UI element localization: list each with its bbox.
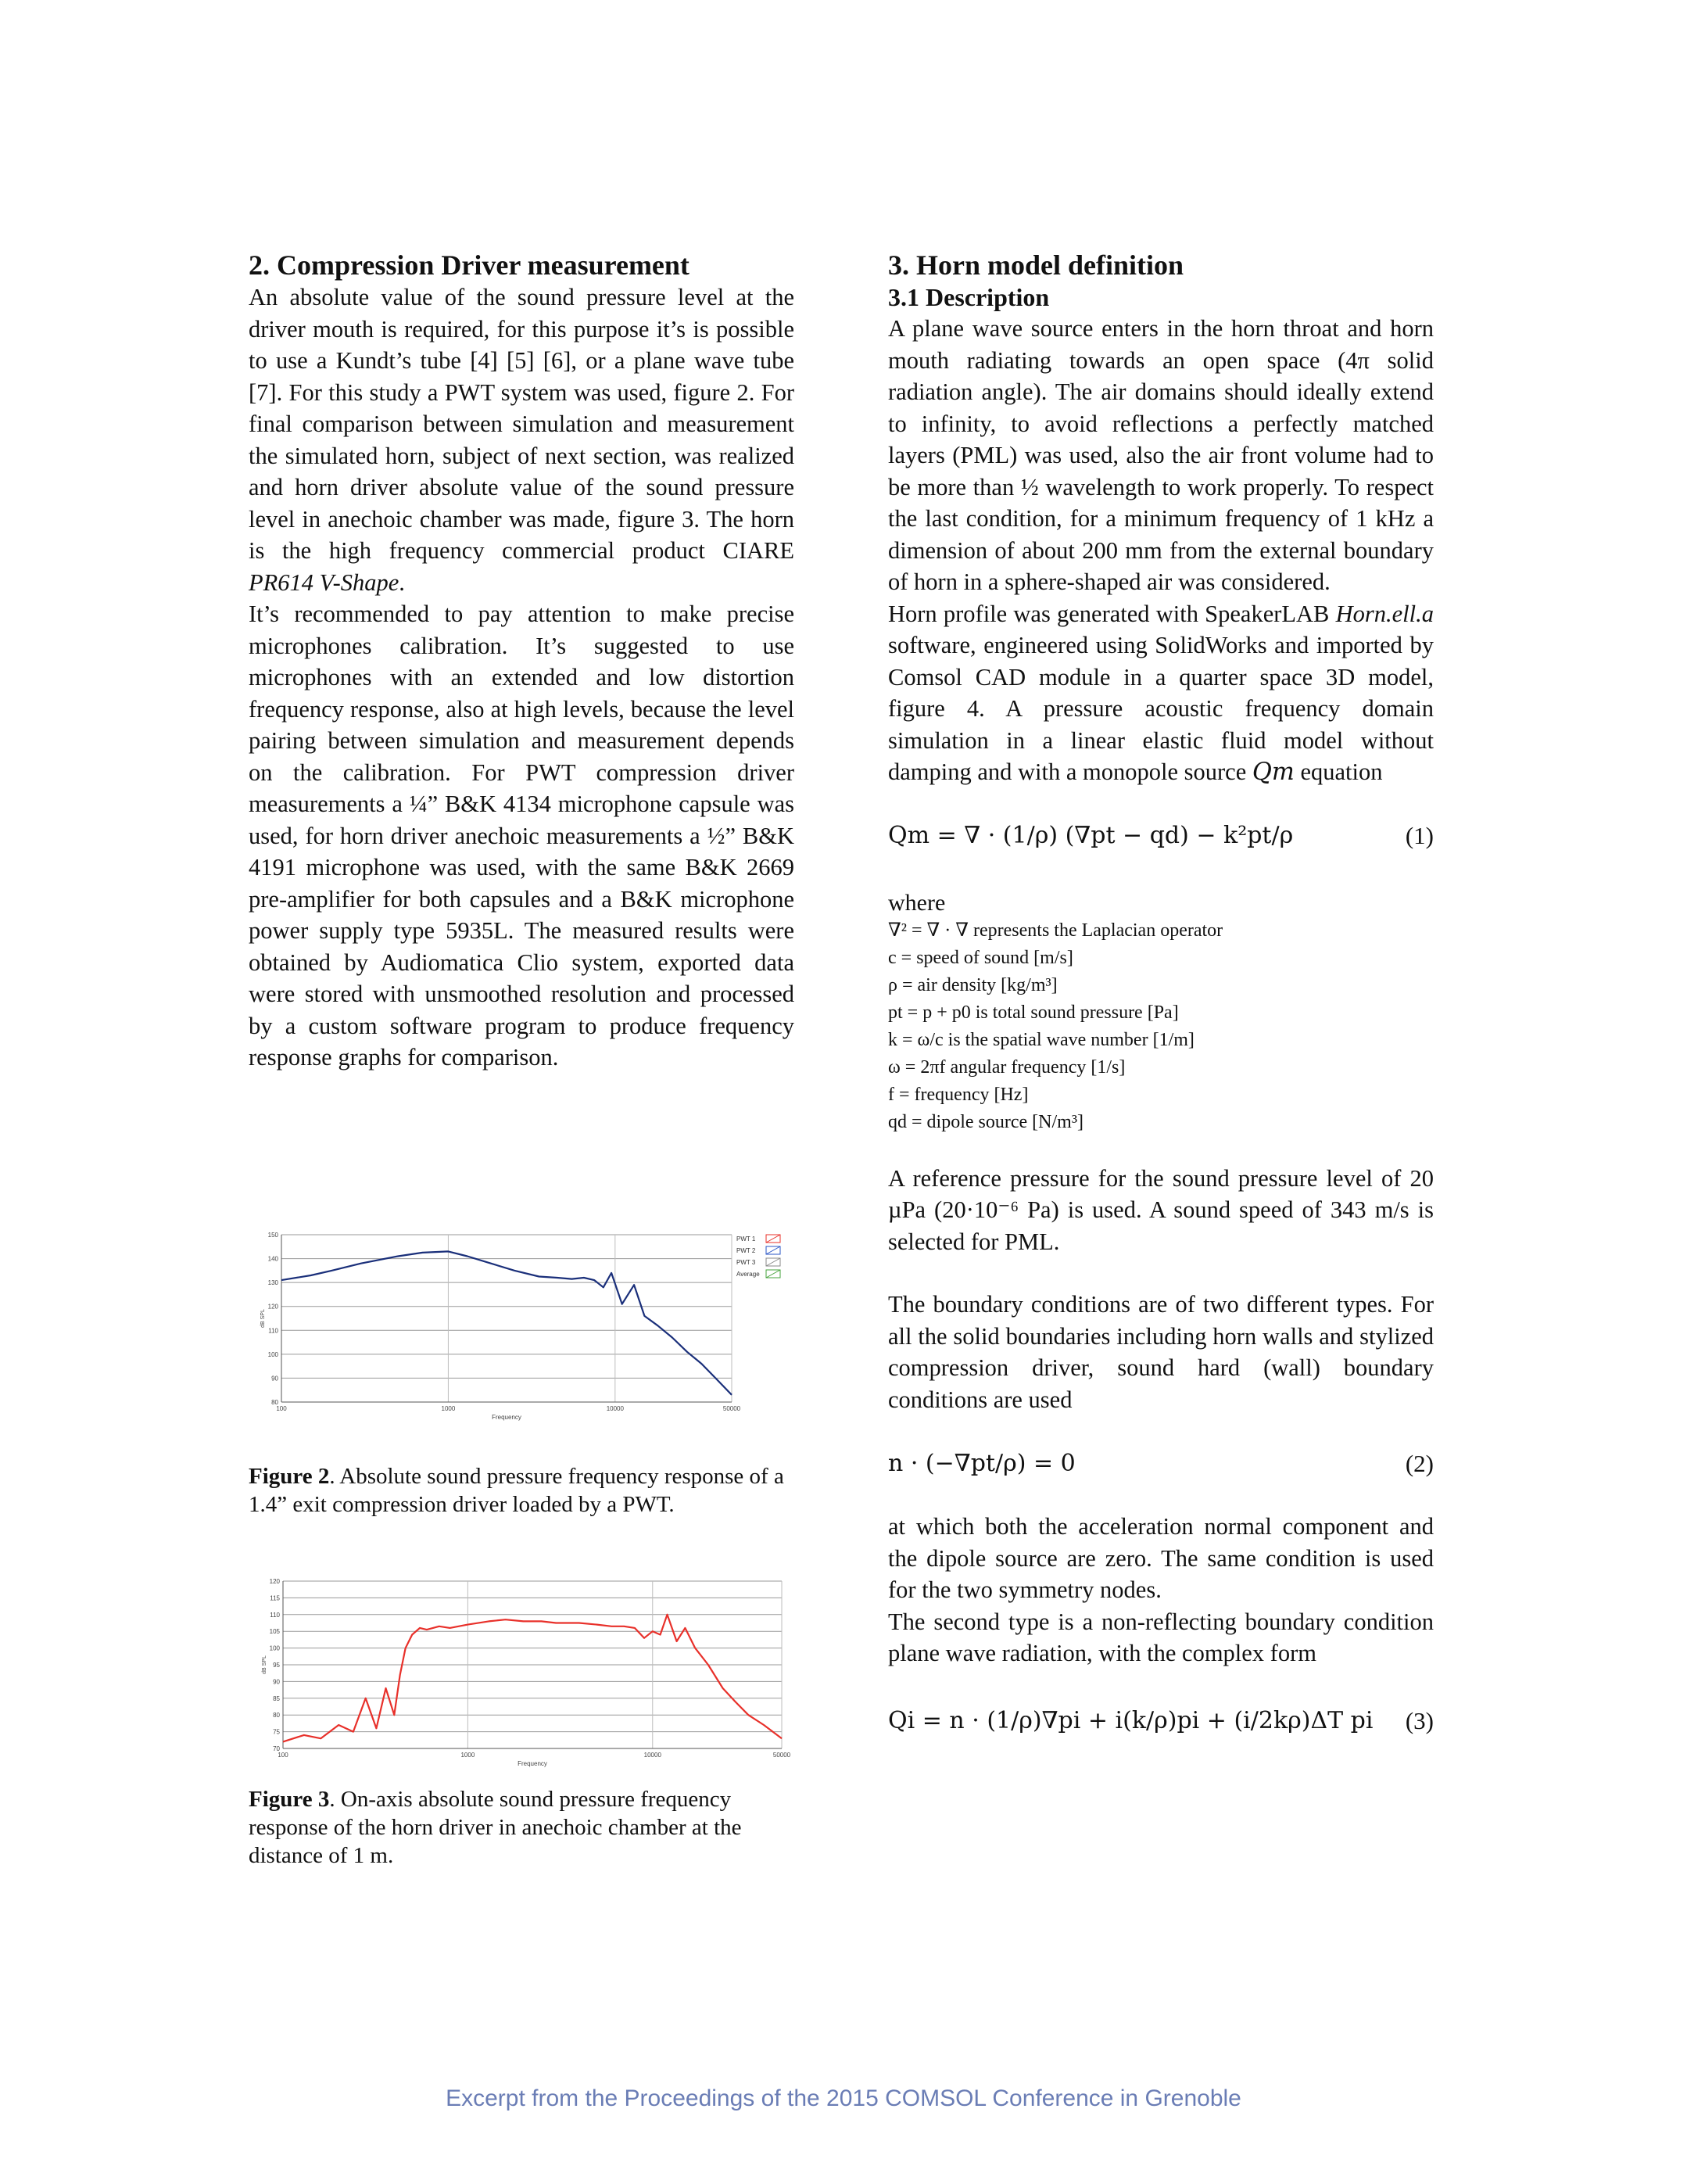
definition-laplacian: ∇² = ∇ · ∇ represents the Laplacian operator	[888, 920, 1223, 941]
equation-2	[888, 1443, 1434, 1490]
section-title-compression-driver: 2. Compression Driver measurement	[249, 249, 689, 281]
figure-2-caption-text: . Absolute sound pressure frequency response of a 1.4” exit compression driver loaded by a PWT.	[249, 1464, 784, 1517]
x-axis-label: Frequency	[492, 1414, 521, 1421]
section-title-horn-model: 3. Horn model definition	[888, 249, 1184, 281]
definition-dipole-source: qd = dipole source [N/m³]	[888, 1111, 1084, 1132]
series-line	[283, 1615, 782, 1742]
definition-speed-of-sound: c = speed of sound [m/s]	[888, 947, 1073, 968]
y-tick-label: 130	[267, 1279, 278, 1287]
x-tick-label: 100	[278, 1752, 288, 1759]
legend-swatch-mark	[766, 1246, 780, 1254]
legend-swatch-mark	[766, 1235, 780, 1243]
legend-label: PWT 3	[736, 1259, 756, 1266]
series-line	[281, 1251, 732, 1394]
figure-3-chart	[249, 1572, 796, 1769]
y-tick-label: 120	[269, 1578, 280, 1585]
figure-3-caption	[249, 1785, 796, 1870]
paragraph-text: Horn profile was generated with SpeakerLAB	[888, 600, 1330, 627]
equation-1-body: Qm = ∇ · (1/ρ) (∇pt − qd) − k²pt/ρ	[888, 821, 1294, 849]
paragraph-acceleration: at which both the acceleration normal component and the dipole source are zero. The same condition is used for the two symmetry nodes.	[888, 1513, 1434, 1603]
y-tick-label: 115	[270, 1594, 280, 1602]
definition-air-density: ρ = air density [kg/m³]	[888, 974, 1058, 995]
figure-3	[249, 1572, 796, 1870]
right-column	[888, 249, 1434, 1748]
x-tick-label: 10000	[606, 1405, 624, 1412]
y-tick-label: 80	[273, 1712, 280, 1720]
y-tick-label: 80	[271, 1399, 278, 1406]
equation-3-body: Qi = n · (1/ρ)∇pi + i(k/ρ)pi + (i/2kρ)ΔT pi	[888, 1706, 1374, 1734]
paragraph-text: equation	[1300, 758, 1383, 785]
definition-wave-number: k = ω/c is the spatial wave number [1/m]	[888, 1029, 1195, 1050]
equation-2-body: n · (−∇pt/ρ) = 0	[888, 1450, 1076, 1477]
x-tick-label: 1000	[441, 1405, 456, 1412]
paragraph-horn-profile	[888, 598, 1434, 789]
paragraph-driver-measurement	[249, 282, 794, 598]
product-name: PR614 V-Shape	[249, 568, 399, 596]
left-column	[249, 249, 794, 1074]
y-tick-label: 120	[267, 1303, 278, 1311]
definition-total-pressure: pt = p + p0 is total sound pressure [Pa]	[888, 1002, 1179, 1023]
paragraph-text: software, engineered using SolidWorks and imported by Comsol CAD module in a quarter space 3D model, figure 4. A pressure acoustic frequency domain simulation in a linear elastic fluid model without damping and with a monopole source	[888, 632, 1434, 785]
paragraph-plane-wave: A plane wave source enters in the horn throat and horn mouth radiating towards an open space (4π solid radiation angle). The air domains should ideally extend to infinity, to avoid reflections a perfectly matched layers (PML) was used, also the air front volume had to be more than ½ wavelength to work properly. To respect the last condition, for a minimum frequency of 1 kHz a dimension of about 200 mm from the external boundary of horn in a sphere-shaped air was considered.	[888, 315, 1434, 595]
y-tick-label: 150	[267, 1232, 278, 1239]
y-tick-label: 140	[267, 1255, 278, 1263]
figure-3-caption-text: . On-axis absolute sound pressure frequency response of the horn driver in anechoic chamber at the distance of 1 m.	[249, 1787, 742, 1868]
y-tick-label: 105	[269, 1628, 280, 1636]
y-tick-label: 70	[273, 1745, 280, 1752]
paragraph-boundary-conditions: The boundary conditions are of two different types. For all the solid boundaries including horn walls and stylized compression driver, sound hard (wall) boundary conditions are used	[888, 1291, 1434, 1413]
paragraph-reference-pressure: A reference pressure for the sound pressure level of 20 µPa (20·10⁻⁶ Pa) is used. A sound speed of 343 m/s is selected for PML.	[888, 1164, 1434, 1255]
legend-swatch-mark	[766, 1258, 780, 1266]
monopole-symbol: Qm	[1252, 758, 1295, 786]
definition-angular-frequency: ω = 2πf angular frequency [1/s]	[888, 1056, 1126, 1078]
y-axis-label: dB SPL	[262, 1655, 267, 1674]
x-tick-label: 10000	[643, 1752, 661, 1759]
y-tick-label: 110	[270, 1611, 280, 1619]
x-tick-label: 100	[276, 1405, 287, 1412]
figure-2	[249, 1225, 796, 1519]
y-tick-label: 100	[269, 1644, 280, 1652]
y-tick-label: 100	[267, 1350, 278, 1358]
equation-2-number: (2)	[1405, 1450, 1434, 1477]
figure-2-chart	[249, 1225, 796, 1421]
y-tick-label: 110	[268, 1327, 278, 1335]
x-tick-label: 1000	[460, 1752, 475, 1759]
figure-3-label: Figure 3	[249, 1787, 330, 1812]
y-tick-label: 95	[273, 1662, 280, 1669]
legend-label: Average	[736, 1271, 760, 1278]
legend-swatch-mark	[766, 1270, 780, 1278]
equation-3-number: (3)	[1405, 1706, 1434, 1734]
y-axis-label: dB SPL	[260, 1309, 266, 1328]
software-name: Horn.ell.a	[1335, 600, 1434, 627]
y-tick-label: 75	[273, 1728, 280, 1736]
definition-frequency: f = frequency [Hz]	[888, 1084, 1029, 1105]
y-tick-label: 90	[273, 1678, 280, 1686]
x-tick-label: 50000	[772, 1752, 791, 1759]
page-footer: Excerpt from the Proceedings of the 2015 COMSOL Conference in Grenoble	[446, 2085, 1241, 2111]
paragraph-text: An absolute value of the sound pressure level at the driver mouth is required, for this purpose it’s is possible to use a Kundt’s tube [4] [5] [6], or a plane wave tube [7]. For this study a PWT system was used, figure 2. For final comparison between simulation and measurement the simulated horn, subject of next section, was realized and horn driver absolute value of the sound pressure level in anechoic chamber was made, figure 3. The horn is the high frequency commercial product CIARE	[249, 284, 794, 564]
legend-label: PWT 1	[736, 1235, 756, 1243]
legend-label: PWT 2	[736, 1247, 756, 1254]
subsection-title-description: 3.1 Description	[888, 283, 1050, 311]
sentence-end: .	[399, 568, 405, 596]
paragraph-calibration: It’s recommended to pay attention to make precise microphones calibration. It’s suggested to use microphones with an extended and low distortion frequency response, also at high levels, because the level pairing between simulation and measurement depends on the calibration. For PWT compression driver measurements a ¼” B&K 4134 microphone capsule was used, for horn driver anechoic measurements a ½” B&K 4191 microphone was used, with the same B&K 2669 pre-amplifier for both capsules and a B&K microphone power supply type 5935L. The measured results were obtained by Audiomatica Clio system, exported data were stored with unsmoothed resolution and processed by a custom software program to produce frequency response graphs for comparison.	[249, 601, 794, 1070]
symbol-definitions	[888, 917, 1434, 1136]
x-tick-label: 50000	[722, 1405, 741, 1412]
figure-2-caption	[249, 1462, 796, 1519]
paragraph-second-type: The second type is a non-reflecting boundary condition plane wave radiation, with the complex form	[888, 1608, 1434, 1666]
equation-1-number: (1)	[1405, 821, 1434, 849]
y-tick-label: 90	[271, 1375, 278, 1382]
x-axis-label: Frequency	[518, 1760, 547, 1767]
figure-2-label: Figure 2	[249, 1464, 330, 1489]
equation-3	[888, 1701, 1434, 1748]
equation-1	[888, 816, 1434, 862]
y-tick-label: 85	[273, 1694, 280, 1702]
where-label: where	[888, 889, 946, 916]
